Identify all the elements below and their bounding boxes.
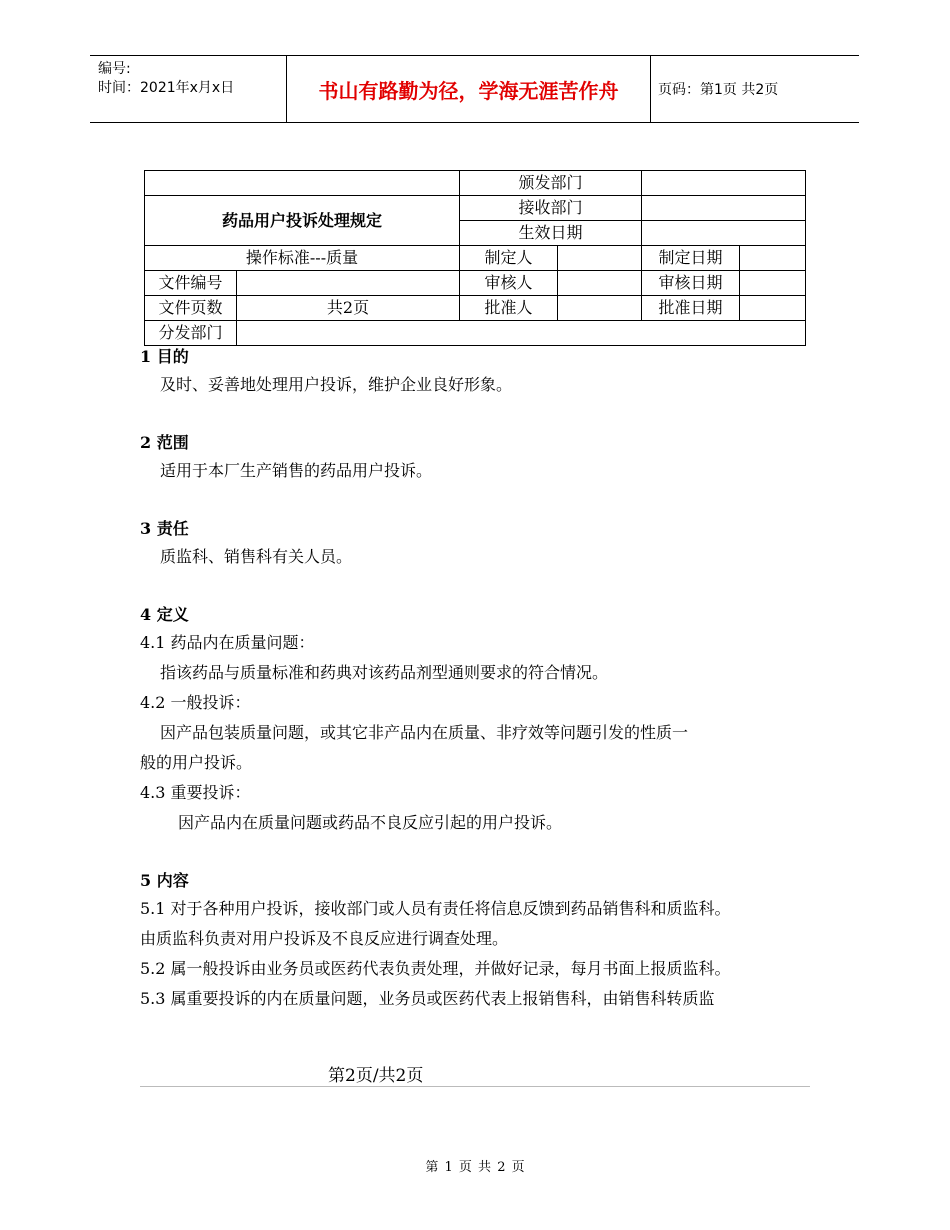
section-4-3-text: 因产品内在质量问题或药品不良反应引起的用户投诉。 [178, 813, 563, 832]
section-5-2: 5.2 属一般投诉由业务员或医药代表负责处理，并做好记录，每月书面上报质监科。 [140, 959, 731, 978]
dist-dept-label: 分发部门 [145, 321, 237, 346]
section-4-1-text: 指该药品与质量标准和药典对该药品剂型通则要求的符合情况。 [160, 663, 609, 682]
reviewer-label: 审核人 [460, 271, 558, 296]
section-4-3-title: 4.3 重要投诉： [140, 783, 251, 802]
approver-label: 批准人 [460, 296, 558, 321]
file-pages-label: 文件页数 [145, 296, 237, 321]
approve-date-value [740, 296, 806, 321]
section-4-2-text-a: 因产品包装质量问题，或其它非产品内在质量、非疗效等问题引发的性质一 [160, 723, 689, 742]
maker-label: 制定人 [460, 246, 558, 271]
section-4-1-title: 4.1 药品内在质量问题： [140, 633, 315, 652]
section-4-2-title: 4.2 一般投诉： [140, 693, 251, 712]
section-5-title: 5 内容 [140, 871, 189, 890]
dist-dept-value [237, 321, 806, 346]
receive-dept-label: 接收部门 [460, 196, 642, 221]
issue-dept-value [642, 171, 806, 196]
header-motto: 书山有路勤为径，学海无涯苦作舟 [286, 56, 651, 122]
document-body [140, 344, 840, 1014]
review-date-value [740, 271, 806, 296]
section-3-text: 质监科、销售科有关人员。 [160, 547, 353, 566]
approve-date-label: 批准日期 [642, 296, 740, 321]
maker-value [558, 246, 642, 271]
section-3-title: 3 责任 [140, 519, 189, 538]
effective-date-label: 生效日期 [460, 221, 642, 246]
file-no-label: 文件编号 [145, 271, 237, 296]
blank-cell [145, 171, 460, 196]
section-5-1a: 5.1 对于各种用户投诉，接收部门或人员有责任将信息反馈到药品销售科和质监科。 [140, 899, 731, 918]
file-pages-value: 共2页 [237, 296, 460, 321]
section-1-text: 及时、妥善地处理用户投诉，维护企业良好形象。 [160, 375, 513, 394]
section-5-1b: 由质监科负责对用户投诉及不良反应进行调查处理。 [140, 929, 509, 948]
footer-divider [140, 1086, 810, 1087]
time-label: 时间：2021年x月x日 [98, 80, 235, 96]
file-no-value [237, 271, 460, 296]
section-5-3: 5.3 属重要投诉的内在质量问题，业务员或医药代表上报销售科，由销售科转质监 [140, 989, 715, 1008]
effective-date-value [642, 221, 806, 246]
section-2-title: 2 范围 [140, 433, 189, 452]
reviewer-value [558, 271, 642, 296]
document-info-table [144, 170, 806, 346]
document-page-info: 第2页/共2页 [328, 1066, 424, 1086]
document-title: 药品用户投诉处理规定 [145, 196, 460, 246]
section-1-title: 1 目的 [140, 347, 189, 366]
header-meta [90, 56, 286, 122]
section-4-2-text-b: 般的用户投诉。 [140, 753, 253, 772]
category-cell: 操作标准---质量 [145, 246, 460, 271]
page-header [90, 55, 859, 123]
review-date-label: 审核日期 [642, 271, 740, 296]
page-footer: 第 1 页 共 2 页 [425, 1160, 525, 1175]
approver-value [558, 296, 642, 321]
number-label: 编号: [98, 61, 131, 77]
make-date-value [740, 246, 806, 271]
receive-dept-value [642, 196, 806, 221]
section-4-title: 4 定义 [140, 605, 189, 624]
section-2-text: 适用于本厂生产销售的药品用户投诉。 [160, 461, 433, 480]
make-date-label: 制定日期 [642, 246, 740, 271]
issue-dept-label: 颁发部门 [460, 171, 642, 196]
header-page-label: 页码：第1页 共2页 [658, 82, 779, 98]
